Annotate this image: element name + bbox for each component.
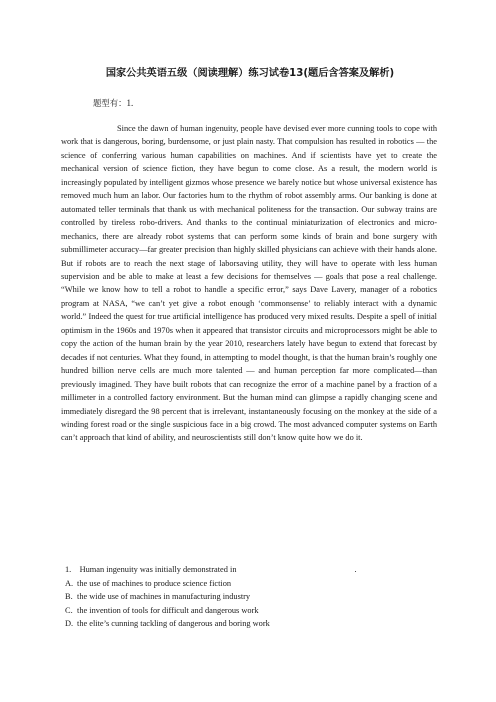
question-1 [61, 563, 437, 631]
option-text: the invention of tools for difficult and dangerous work [77, 605, 259, 615]
question-text: Human ingenuity was initially demonstrated in [79, 565, 237, 574]
answer-options [61, 577, 437, 631]
question-type-value: 1. [126, 98, 134, 108]
answer-blank: . [354, 565, 357, 574]
reading-passage: Since the dawn of human ingenuity, people have devised ever more cunning tools to cope with work that is dangerous, boring, burdensome, or just plain nasty. That compulsion has resulted in robotics — the science of conferring various human capabilities on machines. And if scientists have yet to create the mechanical version of science fiction, they have begun to come close. As a result, the modern world is increasingly populated by intelligent gizmos whose presence we barely notice but whose universal existence has removed much hum an labor. Our factories hum to the rhythm of robot assembly arms. Our banking is done at automated teller terminals that thank us with mechanical politeness for the transaction. Our subway trains are controlled by tireless robo-drivers. And thanks to the continual miniaturization of electronics and micro-mechanics, there are already robot systems that can perform some kinds of brain and bone surgery with submillimeter accuracy—far greater precision than highly skilled physicians can achieve with their hands alone. But if robots are to reach the next stage of laborsaving utility, they will have to operate with less human supervision and be able to make at least a few decisions for themselves — goals that pose a real challenge. “While we know how to tell a robot to handle a specific error,” says Dave Lavery, manager of a robotics program at NASA, “we can’t yet give a robot enough ‘commonsense’ to reliably interact with a dynamic world.” Indeed the quest for true artificial intelligence has produced very mixed results. Despite a spell of initial optimism in the 1960s and 1970s when it appeared that transistor circuits and microprocessors might be able to copy the action of the human brain by the year 2010, researchers lately have begun to extend that forecast by decades if not centuries. What they found, in attempting to model thought, is that the human brain’s roughly one hundred billion nerve cells are much more talented — and human perception far more complicated—than previously imagined. They have built robots that can recognize the error of a machine panel by a fraction of a millimeter in a controlled factory environment. But the human mind can glimpse a rapidly changing scene and immediately disregard the 98 percent that is irrelevant, instantaneously focusing on the monkey at the side of a winding forest road or the single suspicious face in a big crowd. The most advanced computer systems on Earth can’t approach that kind of ability, and neuroscientists still don’t know quite how we do it. [61, 124, 437, 443]
option-d[interactable] [61, 617, 437, 631]
option-letter: D. [65, 619, 74, 628]
question-type-label: 题型有： [93, 98, 127, 108]
option-letter: A. [65, 578, 74, 588]
option-text: the use of machines to produce science fiction [77, 578, 232, 588]
option-text: the wide use of machines in manufacturing industry [77, 592, 251, 601]
option-a[interactable] [61, 577, 437, 591]
question-number: 1. [65, 565, 72, 574]
question-stem [61, 563, 437, 577]
option-letter: B. [65, 592, 73, 601]
option-text: the elite’s cunning tackling of dangerous and boring work [77, 619, 270, 628]
option-c[interactable] [61, 604, 437, 618]
option-b[interactable] [61, 590, 437, 604]
page-title: 国家公共英语五级（阅读理解）练习试卷13(题后含答案及解析) [105, 68, 395, 79]
question-type-line [93, 97, 133, 109]
option-letter: C. [65, 605, 73, 615]
